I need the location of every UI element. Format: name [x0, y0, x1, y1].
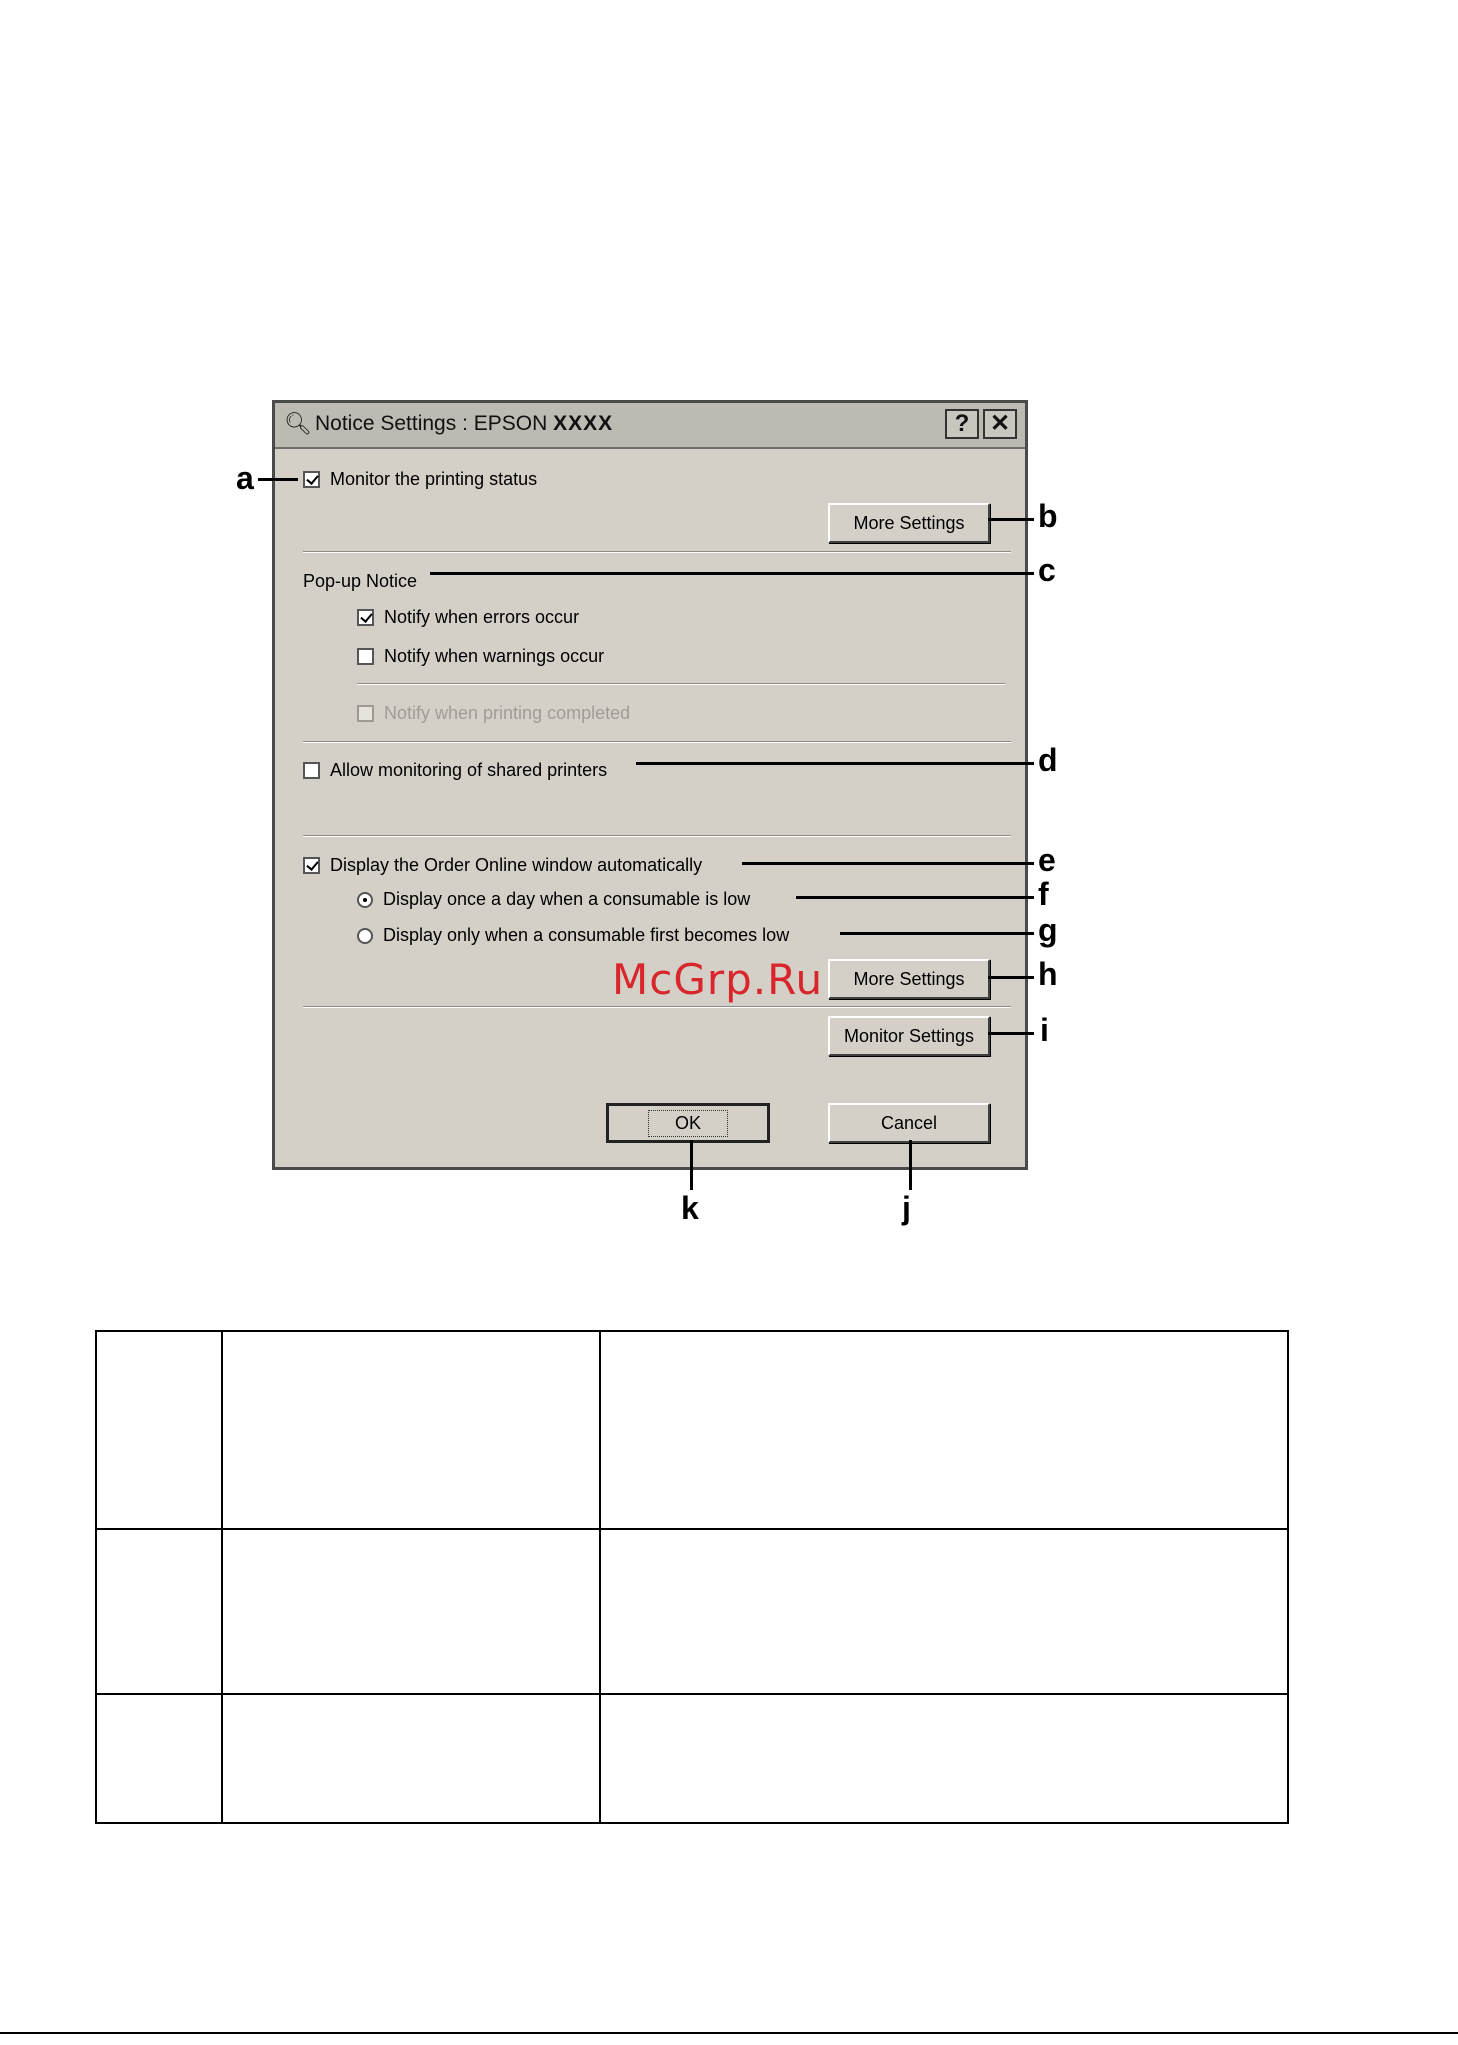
callout-h: h — [1038, 956, 1058, 992]
table-row — [96, 1529, 1288, 1694]
monitor-printing-status-label: Monitor the printing status — [330, 469, 538, 489]
help-button[interactable]: ? — [945, 409, 979, 439]
callout-a: a — [236, 460, 254, 496]
display-first-low-label: Display only when a consumable first becomes low — [383, 925, 790, 945]
callout-c: c — [1038, 552, 1056, 588]
allow-shared-monitoring-checkbox[interactable] — [303, 762, 320, 779]
callout-i: i — [1040, 1012, 1049, 1048]
notify-completed-option — [357, 703, 630, 724]
callout-g: g — [1038, 912, 1058, 948]
allow-shared-monitoring-label: Allow monitoring of shared printers — [330, 760, 608, 780]
page-bottom-rule — [0, 2032, 1458, 2034]
callout-line-a — [258, 478, 298, 481]
ok-button[interactable] — [606, 1103, 770, 1143]
callout-e: e — [1038, 842, 1056, 878]
table-row — [96, 1331, 1288, 1529]
table-cell — [222, 1694, 600, 1823]
display-first-low-radio[interactable] — [357, 928, 373, 944]
callout-f: f — [1038, 876, 1049, 912]
display-once-a-day-radio[interactable] — [357, 892, 373, 908]
table-cell — [96, 1694, 222, 1823]
dialog-title: Notice Settings : EPSON XXXX — [315, 412, 614, 435]
callout-line-b — [988, 518, 1034, 521]
callout-d: d — [1038, 742, 1058, 778]
callout-k: k — [681, 1190, 699, 1226]
order-more-settings-button[interactable]: More Settings — [828, 959, 990, 999]
table-cell — [600, 1529, 1288, 1694]
callout-line-k — [690, 1140, 693, 1190]
allow-shared-monitoring-option[interactable] — [303, 760, 607, 781]
table-cell — [96, 1331, 222, 1529]
display-once-a-day-option[interactable] — [357, 889, 750, 910]
notify-errors-option[interactable] — [357, 607, 579, 628]
popup-notice-label: Pop-up Notice — [303, 571, 418, 591]
separator — [303, 551, 1011, 553]
callout-line-h — [988, 976, 1034, 979]
watermark: McGrp.Ru — [612, 955, 824, 1004]
title-bar — [275, 403, 1025, 449]
separator — [303, 741, 1011, 743]
table-row — [96, 1694, 1288, 1823]
printer-monitor-icon: 🔍︎ — [284, 411, 312, 436]
monitor-settings-button[interactable]: Monitor Settings — [828, 1016, 990, 1056]
notify-errors-checkbox[interactable] — [357, 609, 374, 626]
monitor-printing-status-option[interactable] — [303, 469, 537, 490]
notify-errors-label: Notify when errors occur — [384, 607, 580, 627]
callout-line-e — [742, 862, 1034, 865]
notify-completed-label: Notify when printing completed — [384, 703, 631, 723]
display-first-low-option[interactable] — [357, 925, 789, 946]
callout-line-j — [909, 1140, 912, 1190]
callout-line-f — [796, 896, 1034, 899]
separator — [357, 683, 1005, 685]
cancel-button[interactable]: Cancel — [828, 1103, 990, 1143]
callout-line-g — [840, 932, 1034, 935]
order-online-label: Display the Order Online window automatically — [330, 855, 703, 875]
separator — [303, 1006, 1011, 1008]
display-once-a-day-label: Display once a day when a consumable is low — [383, 889, 751, 909]
callout-line-i — [988, 1032, 1034, 1035]
table-cell — [222, 1529, 600, 1694]
table-cell — [96, 1529, 222, 1694]
notify-warnings-option[interactable] — [357, 646, 604, 667]
callout-j: j — [902, 1190, 911, 1226]
monitor-printing-status-checkbox[interactable] — [303, 471, 320, 488]
callout-line-c — [430, 572, 1034, 575]
notify-warnings-checkbox[interactable] — [357, 648, 374, 665]
notify-completed-checkbox — [357, 705, 374, 722]
notice-settings-dialog — [272, 400, 1028, 1170]
callout-reference-table — [95, 1330, 1289, 1824]
more-settings-button[interactable]: More Settings — [828, 503, 990, 543]
order-online-checkbox[interactable] — [303, 857, 320, 874]
callout-b: b — [1038, 498, 1058, 534]
table-cell — [222, 1331, 600, 1529]
callout-line-d — [636, 762, 1034, 765]
notify-warnings-label: Notify when warnings occur — [384, 646, 605, 666]
ok-label: OK — [648, 1110, 728, 1137]
close-button[interactable]: ✕ — [983, 409, 1017, 439]
table-cell — [600, 1694, 1288, 1823]
table-cell — [600, 1331, 1288, 1529]
order-online-option[interactable] — [303, 855, 702, 876]
separator — [303, 835, 1011, 837]
